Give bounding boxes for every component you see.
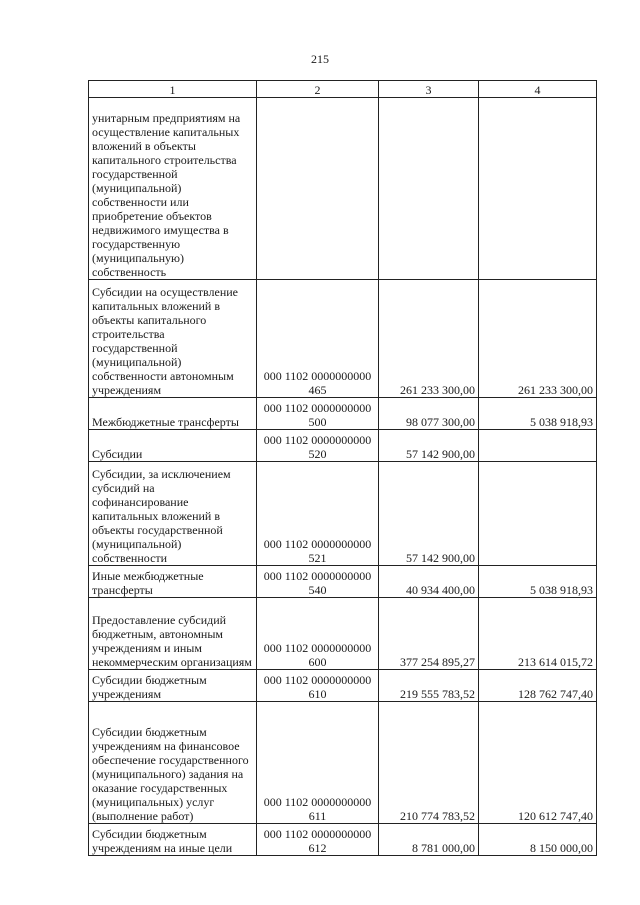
row-value-4: 120 612 747,40 [479, 702, 597, 824]
row-value-4: 8 150 000,00 [479, 824, 597, 856]
table-row [89, 824, 597, 856]
row-code: 000 1102 0000000000 610 [257, 670, 379, 702]
row-code: 000 1102 0000000000 521 [257, 462, 379, 566]
table-row [89, 670, 597, 702]
table-row [89, 430, 597, 462]
row-value-3: 377 254 895,27 [379, 598, 479, 670]
row-name: Предоставление субсидий бюджетным, автономным учреждениям и иным некоммерческим организациям [89, 598, 257, 670]
table-row [89, 566, 597, 598]
header-col-3: 3 [379, 81, 479, 98]
budget-table [88, 80, 597, 856]
header-col-4: 4 [479, 81, 597, 98]
row-name: Субсидии бюджетным учреждениям на иные цели [89, 824, 257, 856]
row-code: 000 1102 0000000000 465 [257, 280, 379, 398]
row-value-3 [379, 98, 479, 280]
row-value-3: 57 142 900,00 [379, 430, 479, 462]
row-code: 000 1102 0000000000 600 [257, 598, 379, 670]
row-value-4 [479, 430, 597, 462]
row-value-4 [479, 462, 597, 566]
row-value-3: 8 781 000,00 [379, 824, 479, 856]
row-name: унитарным предприятиям на осуществление капитальных вложений в объекты капитального строительства государственной (муниципальной) собственности или приобретение объектов недвижимого имущества в государственную (муниципальную) собственность [89, 98, 257, 280]
row-code: 000 1102 0000000000 540 [257, 566, 379, 598]
row-value-3: 261 233 300,00 [379, 280, 479, 398]
row-value-3: 40 934 400,00 [379, 566, 479, 598]
row-value-3: 210 774 783,52 [379, 702, 479, 824]
row-value-4: 213 614 015,72 [479, 598, 597, 670]
row-value-3: 57 142 900,00 [379, 462, 479, 566]
row-value-3: 98 077 300,00 [379, 398, 479, 430]
row-name: Субсидии бюджетным учреждениям на финансовое обеспечение государственного (муниципального) задания на оказание государственных (муниципальных) услуг (выполнение работ) [89, 702, 257, 824]
table-row [89, 598, 597, 670]
row-code: 000 1102 0000000000 612 [257, 824, 379, 856]
table-row [89, 98, 597, 280]
table-row [89, 280, 597, 398]
header-col-2: 2 [257, 81, 379, 98]
header-row [89, 81, 597, 98]
row-value-4 [479, 98, 597, 280]
row-name: Субсидии, за исключением субсидий на софинансирование капитальных вложений в объекты государственной (муниципальной) собственности [89, 462, 257, 566]
row-value-3: 219 555 783,52 [379, 670, 479, 702]
row-name: Субсидии бюджетным учреждениям [89, 670, 257, 702]
row-value-4: 5 038 918,93 [479, 398, 597, 430]
page-number: 215 [311, 52, 329, 66]
row-name: Субсидии [89, 430, 257, 462]
row-code: 000 1102 0000000000 500 [257, 398, 379, 430]
table-row [89, 462, 597, 566]
row-code: 000 1102 0000000000 520 [257, 430, 379, 462]
table-row [89, 398, 597, 430]
row-value-4: 261 233 300,00 [479, 280, 597, 398]
header-col-1: 1 [89, 81, 257, 98]
row-value-4: 128 762 747,40 [479, 670, 597, 702]
row-name: Иные межбюджетные трансферты [89, 566, 257, 598]
row-code [257, 98, 379, 280]
row-name: Межбюджетные трансферты [89, 398, 257, 430]
table-row [89, 702, 597, 824]
row-value-4: 5 038 918,93 [479, 566, 597, 598]
row-code: 000 1102 0000000000 611 [257, 702, 379, 824]
row-name: Субсидии на осуществление капитальных вложений в объекты капитального строительства государственной (муниципальной) собственности автономным учреждениям [89, 280, 257, 398]
